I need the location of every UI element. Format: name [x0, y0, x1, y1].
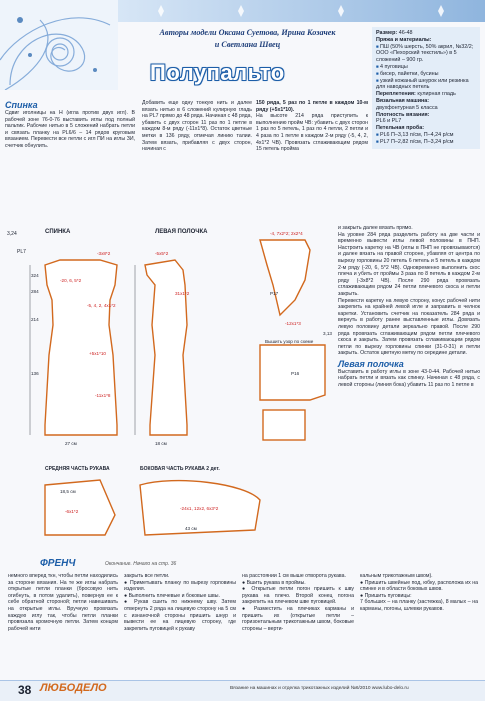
loop-pl7: ■ PL7 П–2,82 п/см, П–3,24 р/см: [376, 139, 476, 146]
right-paragraph-2: Перевести каретку на левую сторону, конус рабочей нити закрепить на крайней левой игле и заправить в челнок каретки. Установить счетчик на показатель 284 ряда и вернуть в работу ранее выставленные иглы. Довязать левую половину детали зеркально правой. После 290 ряда провязать сглаживающим рядом петли плечевого скоса и закрыть. Затем провязать сглаживающим рядом петли по вырезу горловины спинки (31-0-31) и петли закрыть. Остаток цветную метку по середине детали.: [338, 297, 480, 357]
right-paragraph-0: и закрыть далее вязать прямо.: [338, 225, 413, 231]
machine-value: двухфонтурная 5 класса: [376, 104, 438, 111]
sleeve-annot-1: -6х1*2: [65, 509, 79, 514]
page-number: 38: [18, 683, 32, 697]
annot-neck: -20, 6, 5*2: [60, 278, 82, 283]
density-value: PL6 и PL7: [376, 118, 402, 125]
right-paragraph-3: Выставить в работу иглы в зоне 43-0-44. Рабочей нитью набрать петли и вязать как спинку. Начиная с 48 ряда, с левой стороны (линия бока) убавить 11 раз по 1 петле в: [338, 368, 480, 389]
width-back: 27 см: [65, 441, 77, 446]
row-284: 284: [31, 289, 39, 294]
machine-label: Вязальная машина:: [376, 97, 430, 104]
annot-decrease: -11х1*8: [95, 393, 111, 398]
size-label: Размер:: [376, 30, 398, 36]
density-label: Плотность вязания:: [376, 111, 430, 118]
row-136: 136: [31, 371, 39, 376]
pattern-p17: P17: [270, 291, 279, 296]
left-column: [5, 100, 135, 150]
pattern-p16: P16: [291, 371, 300, 376]
mid-paragraph-3: На высоте 214 ряда приступить к выполнению пройм ЧВ: убавить с двух сторон 1 раз по 5 петель, 1 раз по 4 петли, 2 петли и 4 раза по 1 петле в каждом 2-м ряду (-5, 4, 2, 4х1*2 ЧВ). Провязать сглаживающим рядом 15 петель пройма: [256, 113, 368, 153]
pl7-mark: PL7: [17, 249, 26, 255]
back-piece-outline: [45, 260, 117, 435]
section-heading-front: Левая полочка: [338, 358, 404, 369]
french-col-3: на расстоянии 1 см выше отворота рукава. ● Вшить рукава в проймы. ● Открытые петли погон пришить к шву рукава на плечо. Второй конец погона закрепить на плечевом шве пуговицей. ● Разместить на плечиках карманы и пришить их (открытые петли – горизонтальным трикотажным швом, боковые стороны – верти-: [242, 573, 354, 632]
sleeve-width: 18,5 см: [60, 489, 76, 494]
section-heading-french: ФРЕНЧ: [40, 558, 76, 569]
right-paragraph-1: На уровне 284 ряда разделить работу на две части и временно вывести иглы левой половины в ПНП. Настроить каретку на ЧВ (иглы в ПНП не провязываются) и далее вязать на правой стороне, убавляя от центра по вырезу горловины 20 петель 6 петель и 5 петель в каждом 2-м ряду (-20, 6, 5*2 ЧВ). Одновременно выполнить скос плеча и убить от проймы 3 раза по 8 петель в каждом 2-м ряду (-3х8*2 ЧВ). После 290 ряда провязать сглаживающим рядом 24 петли плечевого скоса и петли закрыть.: [338, 231, 480, 297]
n-3-24: 3,24: [7, 231, 17, 237]
loop-pl6: ■ PL6 П–3,13 п/см, П–4,24 р/см: [376, 132, 476, 139]
yarn-label: Пряжа и материалы:: [376, 36, 432, 43]
row-324: 324: [31, 273, 39, 278]
authors-line2: и Светлана Швец: [214, 40, 281, 49]
mid-paragraph-2: 150 ряда, 5 раз по 1 петле в каждом 10-м ряду (+5х1*10).: [256, 100, 368, 113]
loop-label: Петельная проба:: [376, 125, 425, 132]
annot-armhole: -5, 4, 2, 4х1*2: [87, 303, 116, 308]
label-sleeve-side: БОКОВАЯ ЧАСТЬ РУКАВА 2 дет.: [140, 466, 220, 472]
row-214: 214: [31, 317, 39, 322]
decorative-swirl: [0, 0, 118, 90]
width-front: 18 см: [155, 441, 167, 446]
label-left-front: ЛЕВАЯ ПОЛОЧКА: [155, 229, 208, 235]
size-value: 46-48: [398, 30, 413, 36]
mid-paragraph-1: Добавить еще одну тонкую нить и далее вязать нитью в 6 сложений кулирную гладь на PL7 прямо до 48 ряда. Начиная с 48 ряда, убавить с двух сторон 11 раз по 1 петле в каждом 8-м ряду (-11х1*8). Остаток цветные метки в 136 ряду, отмечая линию талии. Затем вязать, прибавляя с двух сторон, начиная с: [142, 100, 252, 153]
french-col-2: закрыть все петли. ● Приметывать планку по вырезу горловины изделия. ● Выполнить плечевые и боковые швы. ● Рукав сшить по нижнему шву. Затем отвернуть 2 ряда на лицевую сторону на 5 см с изнаночной стороны пришить шнур и вывести ее на лицевую сторону, где закрепить пуговицей к рукаву: [124, 573, 236, 632]
sleeve-middle-piece: [45, 480, 115, 535]
cord-item: ■ узкий кожаный шнурок или резинка для наводных петель: [376, 78, 476, 92]
annot-collar-2: -12х1*3: [285, 321, 301, 326]
n-3-13: 3,13: [323, 331, 332, 336]
back-text: Сдвиг иголницы на Н (игла против двух игл). В рабочей зоне 76-0-76 выставить иглы под полный пальтик. Рабочие нитью в 5 сложений набрать петли и связать планку на PL6/6 – 14 рядов круговым вязанием. Перевести все петли с игл ПИ на иглы ЗИ, счетчик обнулить.: [5, 110, 135, 149]
embroider-note: Вышить узор по схеме: [265, 339, 314, 344]
header-band: [118, 0, 485, 22]
label-sleeve-middle: СРЕДНЯЯ ЧАСТЬ РУКАВА: [45, 466, 110, 472]
annot-front-shoulder: -5х5*2: [155, 251, 169, 256]
magazine-logo: ЛЮБОДЕЛО: [40, 682, 107, 694]
flap-piece: [263, 410, 305, 440]
materials-box: [372, 27, 480, 149]
annot-front-armhole: 31х1*2: [175, 291, 190, 296]
middle-column-2: [256, 100, 368, 153]
pattern-diagram: [5, 225, 335, 545]
buttons-item: ■ 4 пуговицы: [376, 64, 476, 71]
beads-item: ■ бисер, пайетки, бусины: [376, 71, 476, 78]
annot-increase: +5х1*10: [89, 351, 106, 356]
collar-piece: [260, 240, 310, 315]
front-piece-outline: [145, 260, 187, 435]
french-continued-note: Окончание. Начало на стр. 36: [105, 561, 177, 567]
footer-credit: Вязание на машинах и отделка трикотажных изделий №6/2010 www.lubo-delo.ru: [230, 686, 409, 691]
annot-shoulder: -3х8*2: [97, 251, 111, 256]
weave-value: кулирная гладь: [417, 91, 456, 98]
authors-line1: Авторы модели Оксана Суетова, Ирина Козачек: [159, 28, 336, 37]
sleeve-width-2: 43 см: [185, 526, 197, 531]
authors: [125, 27, 370, 51]
sleeve-annot-2: -24х1, 12х2, 6х3*2: [180, 506, 219, 511]
annot-collar: -4, 7х2*2; 2х2*4: [270, 231, 303, 236]
french-col-1: немного вперед ткн, чтобы петли находились за стороне вязания. На те же иглы набрать открытые петли планки (бросовую нить огибнуть, в потом удалить), повернув ее к себе обратной стороной; петли навешивать на открытые иглы. Вручную провязать каждую иглу так, чтобы петли планки провязала кромочную петли. Затем концом рабочей нити: [8, 573, 118, 632]
yarn-item: ■ ПШ (50% шерсть, 50% акрил, №32/2; ООО «Пехорский текстиль») в 5 сложений – 900 гр.: [376, 44, 476, 64]
right-column: [338, 225, 480, 389]
middle-column: [142, 100, 252, 153]
label-back: СПИНКА: [45, 229, 71, 235]
french-col-4: кальным трикотажным швом). ● Пришить швейные под, юбку, расположа их на спинке и в области боковых швов. ● Пришить пуговицы: 7 больших – на планку (застежка), 8 малых – на карманы, погоны, шлевки рукавов.: [360, 573, 478, 612]
page-title: Полупальто: [150, 60, 285, 85]
section-heading-back: Спинка: [5, 100, 38, 110]
weave-label: Переплетения:: [376, 91, 416, 98]
